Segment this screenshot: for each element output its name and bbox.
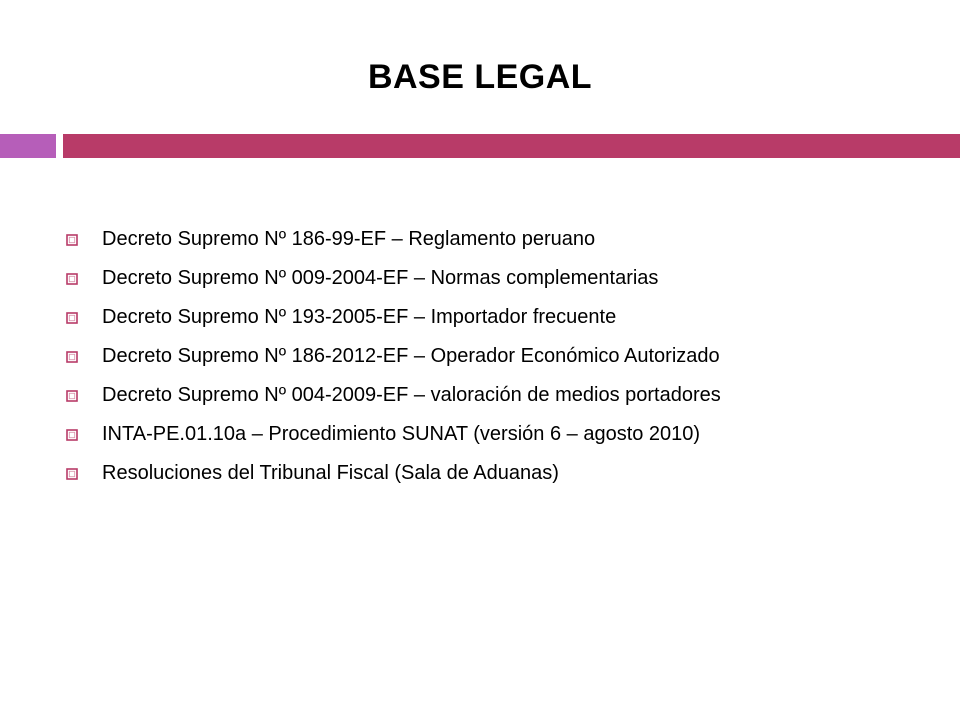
hollow-square-bullet-icon	[66, 273, 78, 285]
list-item	[66, 259, 946, 298]
list-item-text: Decreto Supremo Nº 186-2012-EF – Operador Económico Autorizado	[102, 345, 720, 367]
list-item	[66, 337, 946, 376]
list-item	[66, 220, 946, 259]
list-item-text: Decreto Supremo Nº 186-99-EF – Reglamento peruano	[102, 228, 596, 250]
list-item	[66, 415, 946, 454]
title-accent-bar-left	[0, 134, 56, 158]
hollow-square-bullet-icon	[66, 468, 78, 480]
hollow-square-bullet-icon	[66, 234, 78, 246]
slide-title: BASE LEGAL	[367, 58, 593, 96]
list-item	[66, 376, 946, 415]
bullet-list	[66, 220, 946, 493]
list-item-text: Decreto Supremo Nº 004-2009-EF – valoración de medios portadores	[102, 384, 721, 406]
title-accent-bar-right	[63, 134, 960, 158]
list-item-text: Decreto Supremo Nº 193-2005-EF – Importador frecuente	[102, 306, 617, 328]
list-item	[66, 298, 946, 337]
hollow-square-bullet-icon	[66, 429, 78, 441]
hollow-square-bullet-icon	[66, 390, 78, 402]
list-item	[66, 454, 946, 493]
list-item-text: INTA-PE.01.10a – Procedimiento SUNAT (versión 6 – agosto 2010)	[102, 423, 701, 445]
hollow-square-bullet-icon	[66, 351, 78, 363]
list-item-text: Resoluciones del Tribunal Fiscal (Sala de Aduanas)	[102, 462, 559, 484]
hollow-square-bullet-icon	[66, 312, 78, 324]
list-item-text: Decreto Supremo Nº 009-2004-EF – Normas complementarias	[102, 267, 659, 289]
